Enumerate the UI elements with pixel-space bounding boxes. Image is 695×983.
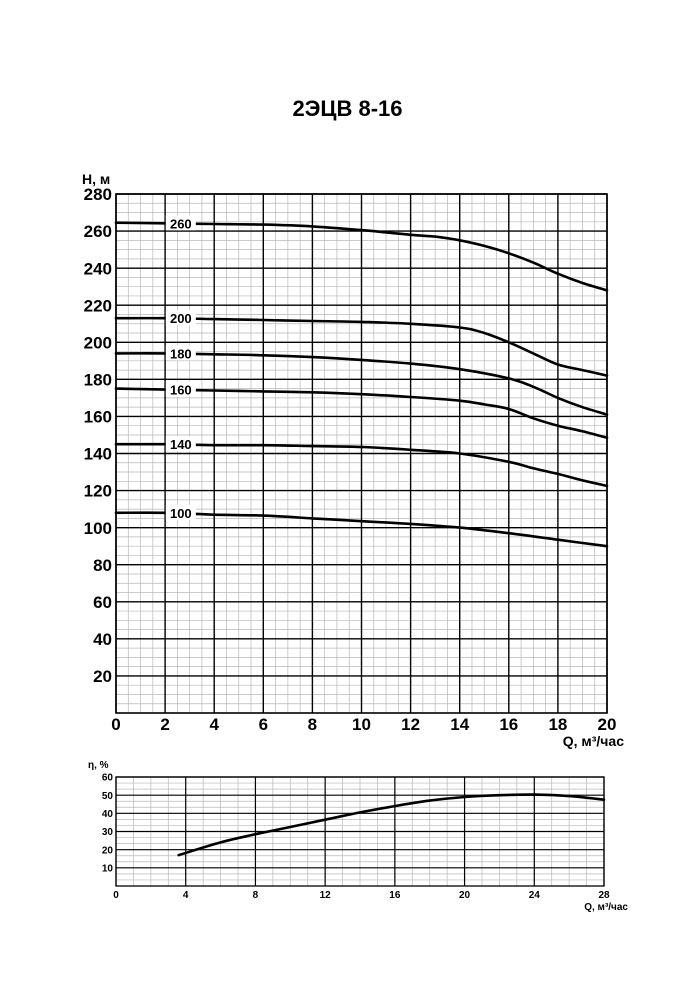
head-y-tick-label: 240 <box>83 259 112 279</box>
head-y-axis-label: H, м <box>82 171 111 187</box>
eff-y-axis-label: η, % <box>88 760 109 771</box>
efficiency-curve <box>179 795 604 856</box>
head-x-tick-label: 16 <box>499 715 519 734</box>
head-y-tick-label: 140 <box>83 444 112 464</box>
curve-label-260: 260 <box>169 216 192 232</box>
eff-y-tick-label: 60 <box>101 772 113 784</box>
head-x-tick-label: 6 <box>258 715 269 734</box>
head-x-tick-label: 10 <box>352 715 371 734</box>
head-y-tick-label: 80 <box>93 555 112 575</box>
head-x-tick-label: 14 <box>450 715 470 734</box>
curve-label-180: 180 <box>169 346 192 362</box>
eff-x-tick-label: 8 <box>252 890 259 901</box>
eff-y-tick-label: 10 <box>101 863 113 875</box>
eff-y-tick-label: 20 <box>101 845 113 857</box>
head-x-axis-label: Q, м³/час <box>562 733 624 749</box>
head-y-tick-label: 60 <box>93 592 112 612</box>
eff-x-tick-label: 16 <box>389 890 401 901</box>
eff-y-tick-label: 50 <box>101 790 113 802</box>
curve-label-160: 160 <box>169 382 192 398</box>
head-y-tick-label: 40 <box>93 629 112 649</box>
head-x-tick-label: 20 <box>597 715 617 734</box>
eff-y-tick-label: 30 <box>101 827 113 839</box>
eff-x-tick-label: 28 <box>598 890 610 901</box>
curve-label-200: 200 <box>169 311 192 327</box>
curve-label-100: 100 <box>169 505 192 521</box>
head-x-tick-label: 18 <box>548 715 568 734</box>
head-y-tick-label: 260 <box>83 222 112 242</box>
head-x-tick-label: 12 <box>401 715 421 734</box>
head-x-tick-label: 2 <box>160 715 170 734</box>
head-y-tick-label: 220 <box>83 296 112 316</box>
page-title: 2ЭЦВ 8-16 <box>292 96 403 121</box>
eff-y-tick-label: 40 <box>101 808 113 820</box>
head-x-tick-label: 4 <box>209 715 219 734</box>
head-x-tick-label: 0 <box>111 715 121 734</box>
eff-x-tick-label: 24 <box>528 890 540 901</box>
head-y-tick-label: 180 <box>83 370 112 390</box>
head-y-tick-label: 20 <box>93 667 112 687</box>
eff-x-tick-label: 4 <box>182 890 189 901</box>
head-y-tick-label: 100 <box>83 518 112 538</box>
curve-label-140: 140 <box>169 437 192 453</box>
head-y-tick-label: 200 <box>83 333 112 353</box>
head-y-tick-label: 160 <box>83 407 112 427</box>
head-y-tick-label: 280 <box>83 185 112 205</box>
head-x-tick-label: 8 <box>307 715 318 734</box>
eff-x-tick-label: 20 <box>459 890 471 901</box>
head-y-tick-label: 120 <box>83 481 112 501</box>
eff-x-axis-label: Q, м³/час <box>584 902 628 913</box>
eff-x-tick-label: 12 <box>319 890 331 901</box>
eff-x-tick-label: 0 <box>113 890 119 901</box>
